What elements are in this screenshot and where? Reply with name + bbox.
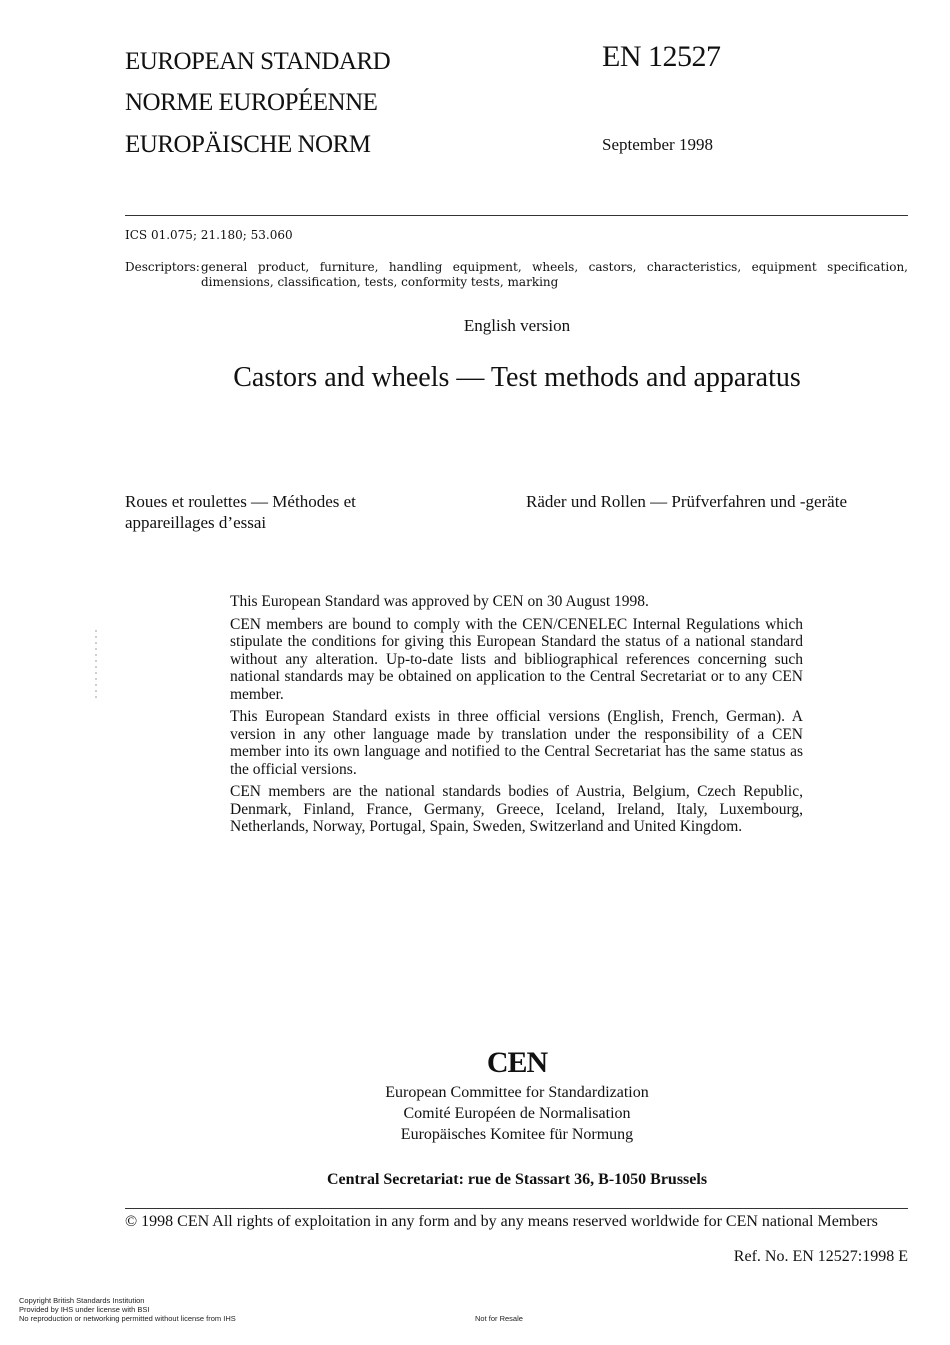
not-for-resale: Not for Resale	[475, 1314, 523, 1323]
header-title-fr: NORME EUROPÉENNE	[125, 89, 378, 116]
cen-name-en: European Committee for Standardization	[385, 1084, 649, 1101]
approval-text	[230, 593, 803, 841]
footer-line: Provided by IHS under license with BSI	[19, 1305, 150, 1314]
cen-names	[0, 1082, 950, 1145]
margin-mark	[95, 630, 97, 700]
header-title-en: EUROPEAN STANDARD	[125, 48, 391, 75]
body-paragraph: This European Standard was approved by CEN on 30 August 1998.	[230, 593, 649, 610]
header-divider	[125, 215, 908, 216]
french-title: Roues et roulettes — Méthodes et appareillages d’essai	[125, 492, 356, 532]
secretariat-address: Central Secretariat: rue de Stassart 36, B-1050 Brussels	[326, 1171, 708, 1188]
body-paragraph: This European Standard exists in three official versions (English, French, German). A version in any other language made by translation under the responsibility of a CEN member into its own language and notified to the Central Secretariat has the same status as the official versions.	[230, 708, 803, 778]
ics-codes: ICS 01.075; 21.180; 53.060	[125, 228, 293, 242]
document-title: Castors and wheels — Test methods and apparatus	[233, 362, 801, 393]
body-paragraph: CEN members are bound to comply with the CEN/CENELEC Internal Regulations which stipulate the conditions for giving this European Standard the status of a national standard without any alteration. Up-to-date lists and bibliographical references concerning such national standards may be obtained on application to the Central Secretariat or to any CEN member.	[230, 615, 803, 703]
reference-number: Ref. No. EN 12527:1998 E	[733, 1248, 908, 1265]
descriptors-text: general product, furniture, handling equipment, wheels, castors, characteristics, equipment specification, dimensions, classification, tests, conformity tests, marking	[201, 260, 908, 289]
footer-line: No reproduction or networking permitted without license from IHS	[19, 1314, 236, 1323]
cen-name-de: Europäisches Komitee für Normung	[400, 1126, 634, 1143]
cen-logo: CEN	[486, 1046, 548, 1079]
german-title: Räder und Rollen — Prüfverfahren und -geräte	[526, 492, 847, 511]
license-footer	[19, 1296, 236, 1323]
footer-divider	[125, 1208, 908, 1209]
version-label: English version	[463, 316, 571, 335]
cen-name-fr: Comité Européen de Normalisation	[403, 1105, 631, 1122]
copyright-notice: © 1998 CEN All rights of exploitation in any form and by any means reserved worldwide for CEN national Members	[125, 1213, 878, 1230]
body-paragraph: CEN members are the national standards bodies of Austria, Belgium, Czech Republic, Denmark, Finland, France, Germany, Greece, Iceland, Ireland, Italy, Luxembourg, Netherlands, Norway, Portugal, Spain, Sweden, Switzerland and United Kingdom.	[230, 783, 803, 835]
descriptors-label: Descriptors:	[125, 260, 200, 274]
standard-number: EN 12527	[602, 40, 721, 73]
publication-date: September 1998	[602, 135, 713, 154]
footer-line: Copyright British Standards Institution	[19, 1296, 145, 1305]
header-title-de: EUROPÄISCHE NORM	[125, 131, 371, 158]
